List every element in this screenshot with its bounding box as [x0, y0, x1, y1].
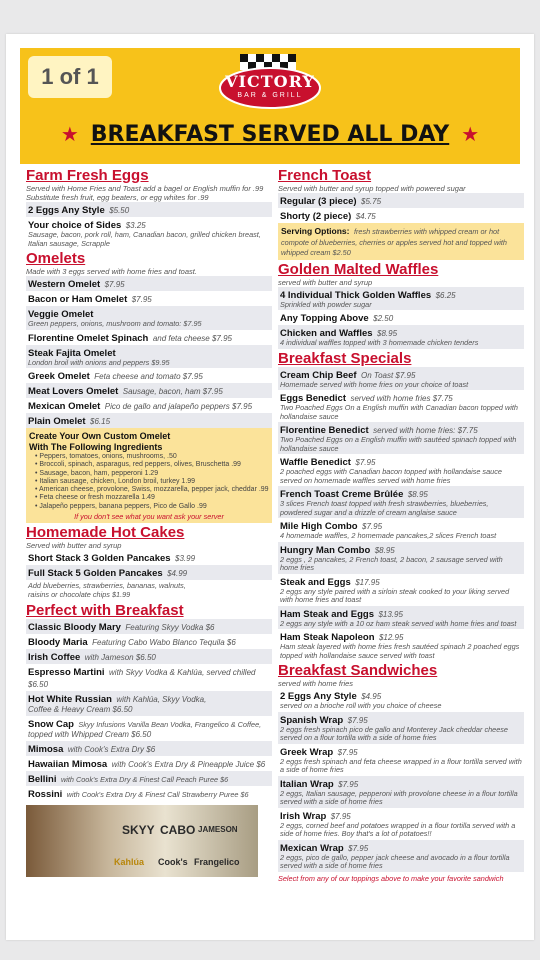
menu-item [26, 691, 272, 716]
menu-item [26, 398, 272, 413]
item-desc: topped with Whipped Cream $6.50 [28, 730, 152, 740]
section-title-farm-fresh-eggs: Farm Fresh Eggs [26, 167, 149, 184]
menu-item [26, 276, 272, 291]
item-price: $8.95 [407, 490, 428, 499]
menu-item [278, 776, 524, 808]
item-price: with Skyy Vodka & Kahlúa, served chilled $6.50 [28, 668, 256, 690]
menu-item [278, 712, 524, 744]
item-desc: 2 eggs , 2 pancakes, 2 French toast, 2 bacon, 2 sausage served with home fries [280, 554, 503, 572]
item-name: Mimosa [28, 744, 64, 756]
item-name: Irish Wrap [280, 810, 327, 822]
item-price: with Cook's Extra Dry & Finest Call Peach Puree $6 [60, 775, 229, 785]
menu-item [278, 808, 524, 840]
ingredient-line: • American cheese, provolone, Swiss, mozzarella, pepper jack, cheddar .99 [35, 486, 269, 494]
section-title-breakfast-specials: Breakfast Specials [278, 349, 412, 367]
item-price: with Kahlúa, Skyy Vodka, [116, 695, 207, 705]
item-name: Veggie Omelet [28, 309, 94, 320]
item-price: $3.99 [175, 554, 196, 564]
item-name: Spanish Wrap [280, 714, 344, 726]
item-name: Bacon or Ham Omelet [28, 294, 128, 305]
item-price: On Toast $7.95 [361, 370, 416, 380]
custom-omelet-note: If you don't see what you want ask your server [74, 512, 224, 522]
menu-item [278, 310, 524, 325]
menu-item [26, 716, 272, 741]
item-price: $7.95 [131, 295, 152, 304]
menu-item [26, 306, 272, 330]
item-price: Skyy Infusions Vanilla Bean Vodka, Frangelico & Coffee, [78, 720, 262, 730]
section-note: Served with butter and syrup topped with powered sugar [278, 184, 466, 193]
item-name: Bellini [28, 774, 57, 786]
ingredient-line: • Jalapeño peppers, banana peppers, Pico de Gallo .99 [35, 502, 207, 510]
item-name: Western Omelet [28, 279, 101, 290]
left-column [26, 166, 272, 877]
star-icon: ★ [60, 122, 79, 146]
item-desc: served on a brioche roll with you choice of cheese [280, 701, 442, 710]
menu-item [26, 565, 272, 580]
item-desc: Sausage, bacon, pork roll, ham, Canadian bacon, grilled chicken breast, Italian sausage, Scrapple [28, 230, 261, 248]
ingredient-line: • Peppers, tomatoes, onions, mushrooms, .50 [35, 453, 177, 460]
hotcakes-addon: Add blueberries, strawberries, bananas, walnuts, raisins or chocolate chips $1.99 [28, 581, 186, 599]
menu-item [26, 741, 272, 756]
item-desc: 2 poached eggs with Canadian bacon topped with hollandaise sauce served on homemade waffles served with home fries [280, 467, 502, 485]
item-desc: 2 eggs, corned beef and potatoes wrapped in a flour tortilla served with a side of home fries. Boy that's a lot of potatoes!! [280, 820, 516, 838]
ingredient-line: • Sausage, bacon, ham, pepperoni 1.29 [35, 469, 159, 477]
item-name: Italian Wrap [280, 778, 334, 790]
menu-item [26, 345, 272, 369]
item-price: with Cook's Extra Dry $6 [67, 745, 156, 755]
item-desc: 4 individual waffles topped with 3 homemade chicken tenders [280, 338, 479, 347]
section-title-perfect-with-breakfast: Perfect with Breakfast [26, 602, 184, 620]
item-price: $4.95 [361, 692, 382, 701]
item-desc: Green peppers, onions, mushroom and tomato: $7.95 [28, 319, 202, 328]
item-name: Ham Steak Napoleon [280, 632, 375, 643]
item-price: $8.95 [377, 329, 398, 338]
menu-item [278, 287, 524, 311]
menu-item [278, 367, 524, 391]
menu-item [26, 202, 272, 217]
custom-omelet-title: Create Your Own Custom Omelet [29, 431, 171, 441]
item-name: Short Stack 3 Golden Pancakes [28, 553, 171, 565]
menu-item [278, 840, 524, 872]
item-desc: London broil with onions and peppers $9.95 [28, 357, 170, 367]
banner-title [20, 122, 520, 147]
menu-item [26, 786, 272, 801]
item-name: Meat Lovers Omelet [28, 386, 119, 397]
item-price: $4.75 [355, 212, 376, 221]
item-price: with Cook's Extra Dry & Pineapple Juice $6 [111, 760, 266, 770]
section-title-omelets: Omelets [26, 250, 86, 267]
item-name: 2 Eggs Any Style [280, 691, 357, 702]
brand-label: SKYY [122, 823, 155, 838]
item-desc: 2 eggs fresh spinach pico de gallo and Monterey Jack cheddar cheese served on a flour tortilla with a side of home fries [280, 724, 508, 742]
item-desc: Ham steak layered with home fries fresh sautéed spinach 2 poached eggs topped with hollandaise sauce served with toast [280, 642, 520, 660]
menu-item [278, 518, 524, 542]
item-name: Classic Bloody Mary [28, 622, 121, 634]
menu-item [26, 291, 272, 306]
item-desc: 2 eggs any style with a 10 oz ham steak served with home fries and toast [280, 618, 517, 628]
ingredient-list [29, 453, 269, 511]
menu-item [278, 422, 524, 454]
item-price: $7.95 [337, 747, 358, 757]
item-name: Espresso Martini [28, 667, 105, 679]
item-name: Ham Steak and Eggs [280, 608, 374, 620]
item-desc: Two Poached Eggs on a English muffin with sautéed spinach topped with hollandaise sauce [280, 435, 517, 453]
item-price: and feta cheese $7.95 [152, 333, 232, 343]
menu-item [26, 413, 272, 428]
item-price: Feta cheese and tomato $7.95 [94, 372, 203, 381]
item-desc: Coffee & Heavy Cream $6.50 [28, 705, 133, 715]
item-name: Chicken and Waffles [280, 328, 373, 339]
menu-item [26, 368, 272, 383]
item-price: $6.15 [90, 417, 111, 426]
menu-item [278, 688, 524, 712]
item-name: Regular (3 piece) [280, 196, 357, 207]
item-price: Sausage, bacon, ham $7.95 [122, 387, 223, 396]
item-name: Florentine Benedict [280, 425, 369, 436]
item-name: Hungry Man Combo [280, 544, 371, 556]
item-price: $7.95 [362, 522, 383, 531]
item-price: with Cook's Extra Dry & Finest Call Strawberry Puree $6 [66, 790, 249, 800]
item-desc: Homemade served with home fries on your choice of toast [280, 379, 469, 389]
item-desc: Sprinkled with powder sugar [280, 299, 372, 309]
item-name: Irish Coffee [28, 652, 81, 664]
item-price: Featuring Skyy Vodka $6 [125, 623, 215, 633]
menu-item [26, 634, 272, 649]
ingredient-line: • Feta cheese or fresh mozzarella 1.49 [35, 494, 155, 502]
item-price: $17.95 [355, 577, 380, 587]
item-price: $7.95 [347, 715, 368, 725]
section-note: Made with 3 eggs served with home fries and toast. [26, 267, 197, 276]
menu-page [6, 34, 534, 940]
item-price: $7.95 [104, 280, 125, 289]
item-price: $8.95 [374, 545, 395, 555]
custom-omelet-box [26, 428, 272, 523]
serving-options-box [278, 223, 524, 260]
menu-item [26, 664, 272, 691]
item-price: $5.75 [361, 197, 382, 206]
item-price: $3.25 [125, 221, 146, 230]
item-price: $12.95 [378, 633, 404, 642]
item-name: Mexican Wrap [280, 842, 344, 854]
section-title-waffles: Golden Malted Waffles [278, 260, 439, 278]
ingredient-line: • Broccoli, spinach, asparagus, red peppers, olives, Bruschetta .99 [35, 461, 241, 469]
menu-item [278, 629, 524, 661]
right-column [278, 166, 524, 883]
item-desc: Two Poached Eggs On a English muffin with Canadian bacon topped with hollandaise sauce [280, 403, 518, 421]
item-price: served with home fries $7.75 [350, 394, 453, 403]
menu-item [26, 649, 272, 664]
section-note: Served with butter and syrup [26, 541, 122, 551]
item-price: $6.25 [435, 290, 456, 300]
menu-item [26, 383, 272, 398]
menu-item [26, 756, 272, 771]
section-title-breakfast-sandwiches: Breakfast Sandwiches [278, 662, 438, 679]
menu-item [278, 606, 524, 630]
item-name: Greek Omelet [28, 371, 90, 382]
item-name: French Toast Creme Brûlée [280, 489, 404, 500]
sandwich-footnote: Select from any of our toppings above to make your favorite sandwich [278, 873, 504, 883]
menu-item [278, 486, 524, 518]
menu-item [278, 325, 524, 349]
banner-text: BREAKFAST SERVED ALL DAY [90, 122, 450, 147]
item-name: Any Topping Above [280, 313, 369, 324]
item-name: Steak and Eggs [280, 576, 351, 588]
menu-item [278, 208, 524, 223]
serving-options-label: Serving Options: [281, 226, 350, 236]
item-name: Mile High Combo [280, 521, 358, 532]
item-price: with Jameson $6.50 [84, 653, 156, 663]
item-name: Cream Chip Beef [280, 369, 357, 381]
brand-label: JAMESON [198, 825, 238, 835]
menu-item [26, 619, 272, 634]
item-price: Pico de gallo and jalapeño peppers $7.95 [104, 402, 253, 411]
brand-label: CABO [160, 823, 196, 838]
serving-options-text: fresh strawberries with whipped cream or hot compote of blueberries, cherries or apples served hot and topped with whipped cream $2.50 [281, 227, 507, 257]
menu-item [278, 744, 524, 776]
item-price: $7.95 [355, 458, 376, 467]
item-desc: 2 eggs any style paired with a sirloin steak cooked to your liking served with home fries and toast [280, 586, 510, 604]
item-price: $5.50 [109, 206, 130, 215]
item-name: Steak Fajita Omelet [28, 347, 116, 359]
item-name: 4 Individual Thick Golden Waffles [280, 289, 432, 301]
victory-logo [218, 54, 322, 110]
logo-subtitle: BAR & GRILL [237, 92, 303, 99]
item-name: Eggs Benedict [280, 393, 346, 404]
item-price: $2.50 [373, 314, 394, 323]
item-name: 2 Eggs Any Style [28, 205, 105, 216]
item-desc: 3 slices French toast topped with fresh strawberries, blueberries, powdered sugar and a drizzle of cream anglaise sauce [280, 499, 489, 517]
item-name: Florentine Omelet Spinach [28, 332, 149, 344]
item-price: served with home fries: $7.75 [373, 426, 478, 435]
item-desc: 2 eggs fresh spinach and feta cheese wrapped in a flour tortilla served with a side of home fries [280, 756, 522, 774]
item-name: Rossini [28, 789, 63, 801]
menu-item [278, 542, 524, 574]
item-name: Hot White Russian [28, 694, 112, 706]
menu-item [26, 550, 272, 565]
section-title-hot-cakes: Homemade Hot Cakes [26, 524, 185, 542]
section-note: served with home fries [278, 679, 354, 688]
item-name: Bloody Maria [28, 637, 88, 649]
item-desc: 2 eggs, Italian sausage, pepperoni with provolone cheese in a flour tortilla served with a side of home fries [280, 788, 518, 806]
section-title-french-toast: French Toast [278, 167, 372, 184]
brand-label: Cook's [158, 857, 188, 868]
item-name: Shorty (2 piece) [280, 211, 352, 222]
item-price: $7.95 [348, 843, 369, 853]
menu-item [26, 330, 272, 345]
item-price: $7.95 [338, 779, 359, 789]
item-desc: 4 homemade waffles, 2 homemade pancakes,2 slices French toast [280, 531, 497, 540]
item-price: $7.95 [330, 811, 351, 821]
menu-item [26, 217, 272, 249]
menu-item [278, 454, 524, 486]
drinks-photo [26, 805, 258, 877]
menu-item [278, 390, 524, 422]
ingredient-line: • Italian sausage, chicken, London broil, turkey 1.99 [35, 477, 196, 485]
section-note: served with butter and syrup [278, 277, 373, 287]
section-note: Served with Home Fries and Toast add a bagel or English muffin for .99 Substitute fresh fruit, egg beaters, or egg whites for .99 [26, 184, 264, 202]
item-price: $4.99 [167, 569, 188, 579]
item-name: Snow Cap [28, 719, 74, 731]
menu-header [20, 48, 520, 164]
item-name: Your choice of Sides [28, 220, 122, 231]
menu-item [278, 193, 524, 208]
item-name: Greek Wrap [280, 746, 334, 758]
item-name: Hawaiian Mimosa [28, 759, 108, 771]
brand-label: Frangelico [194, 857, 240, 868]
brand-label: Kahlúa [114, 857, 145, 868]
item-price: Featuring Cabo Wabo Blanco Tequila $6 [92, 638, 236, 648]
item-name: Plain Omelet [28, 416, 86, 427]
item-name: Mexican Omelet [28, 401, 101, 412]
item-desc: 2 eggs, pico de gallo, pepper jack cheese and avocado in a flour tortilla served with a side of home fries [280, 852, 510, 870]
logo-title: VICTORY [225, 72, 315, 91]
item-name: Waffle Benedict [280, 457, 351, 468]
menu-item [278, 574, 524, 606]
item-name: Full Stack 5 Golden Pancakes [28, 568, 163, 580]
custom-omelet-subtitle: With The Following Ingredients [29, 441, 163, 452]
star-icon: ★ [461, 122, 480, 146]
page-counter: 1 of 1 [28, 56, 112, 98]
item-price: $13.95 [378, 609, 403, 619]
